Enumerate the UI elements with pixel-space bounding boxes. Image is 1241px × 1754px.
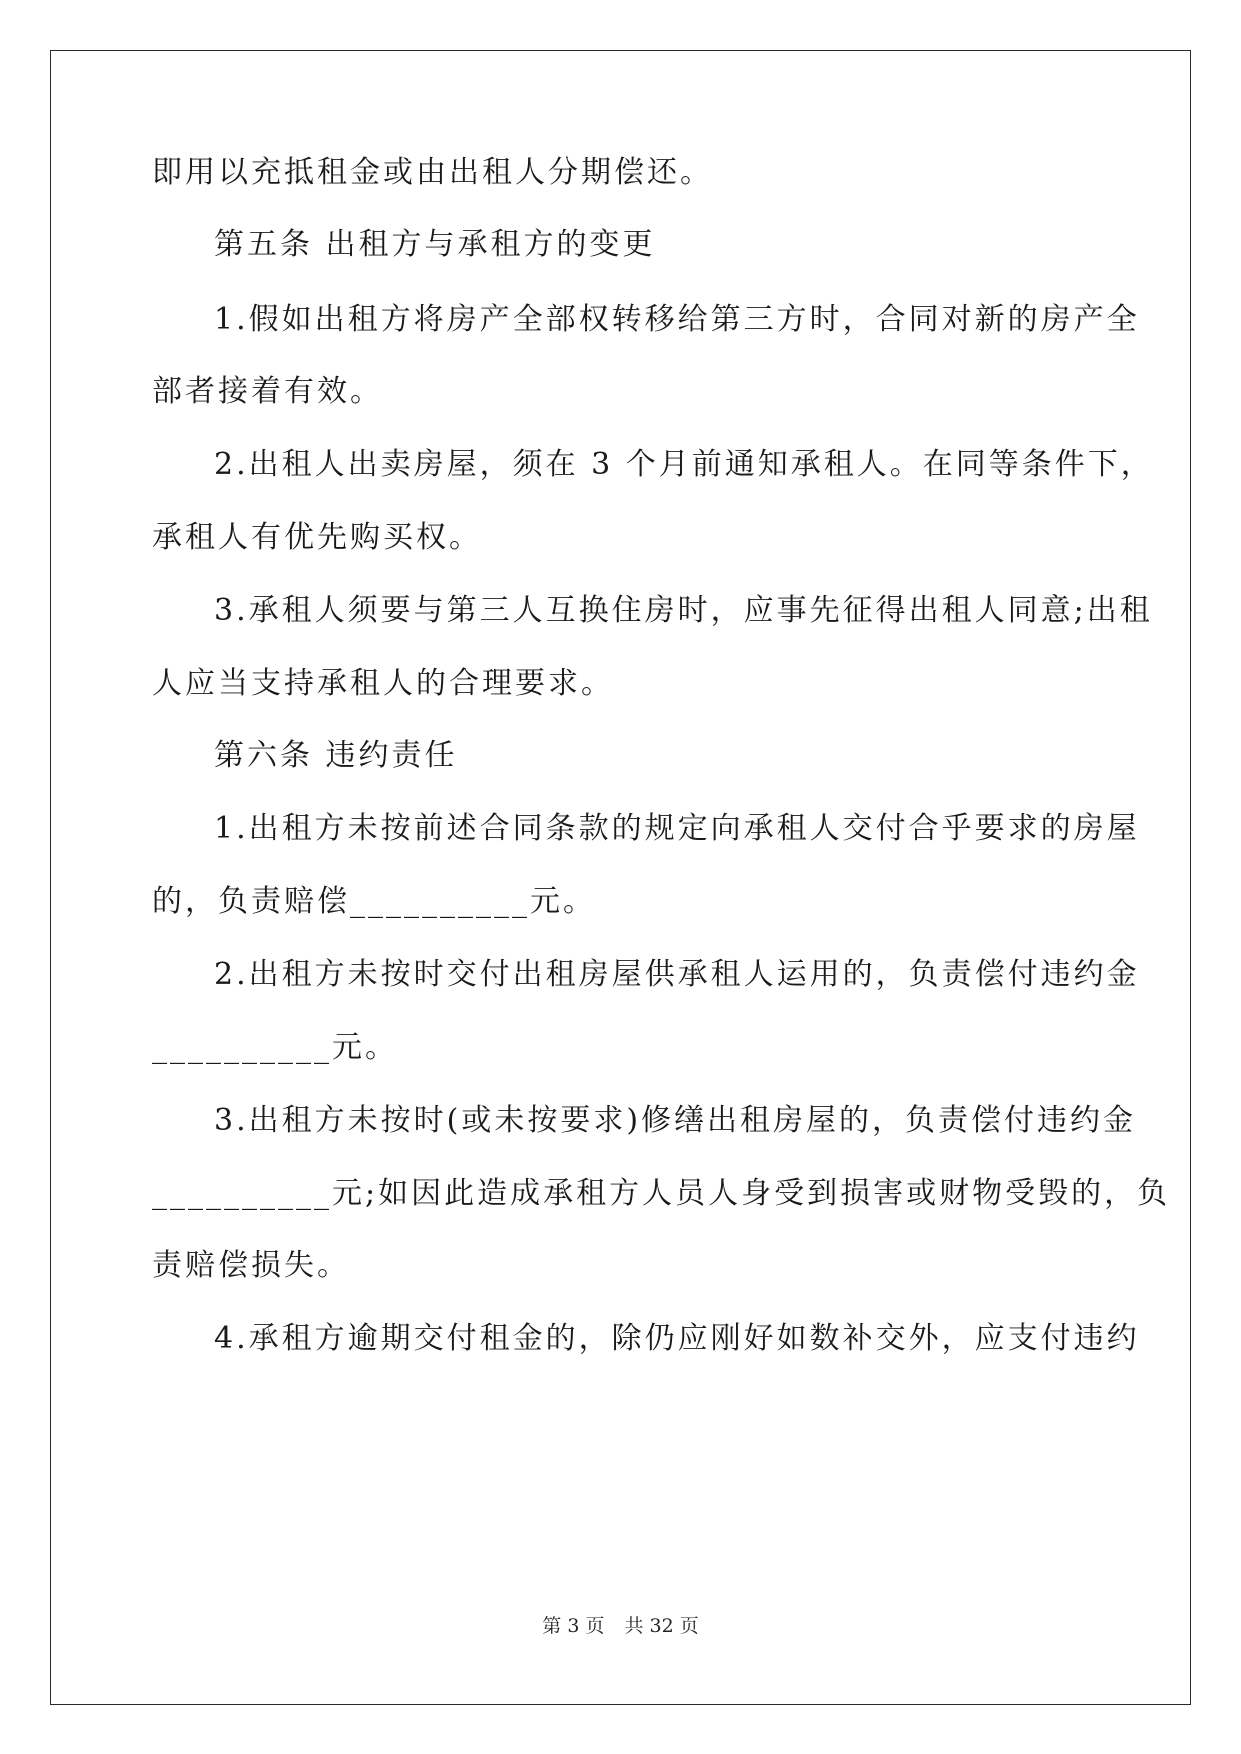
text-line: 2.出租人出卖房屋，须在 3 个月前通知承租人。在同等条件下， <box>214 447 1154 482</box>
page-footer <box>0 1614 1241 1638</box>
text-line: 3.承租人须要与第三人互换住房时，应事先征得出租人同意;出租 <box>214 593 1153 628</box>
text-line: 部者接着有效。 <box>152 374 383 409</box>
section-heading: 第五条 出租方与承租方的变更 <box>214 227 656 262</box>
text-line: 人应当支持承租人的合理要求。 <box>152 666 614 701</box>
text-line: 4.承租方逾期交付租金的，除仍应刚好如数补交外，应支付违约 <box>214 1321 1140 1356</box>
text-line: 即用以充抵租金或由出租人分期偿还。 <box>152 155 713 190</box>
page-number: 第 3 页 <box>542 1615 605 1637</box>
text-line: 承租人有优先购买权。 <box>152 520 482 555</box>
text-line: __________元;如因此造成承租方人员人身受到损害或财物受毁的，负 <box>152 1176 1171 1211</box>
text-line: 1.假如出租方将房产全部权转移给第三方时，合同对新的房产全 <box>214 302 1140 337</box>
section-heading: 第六条 违约责任 <box>214 738 458 773</box>
page-total: 共 32 页 <box>624 1615 699 1637</box>
text-line: 3.出租方未按时(或未按要求)修缮出租房屋的，负责偿付违约金 <box>214 1103 1137 1138</box>
text-line: 责赔偿损失。 <box>152 1248 350 1283</box>
text-line: 2.出租方未按时交付出租房屋供承租人运用的，负责偿付违约金 <box>214 957 1140 992</box>
text-line: 1.出租方未按前述合同条款的规定向承租人交付合乎要求的房屋 <box>214 811 1140 846</box>
page-border <box>50 50 1191 1705</box>
text-line: __________元。 <box>152 1030 398 1065</box>
text-line: 的，负责赔偿__________元。 <box>152 884 596 919</box>
